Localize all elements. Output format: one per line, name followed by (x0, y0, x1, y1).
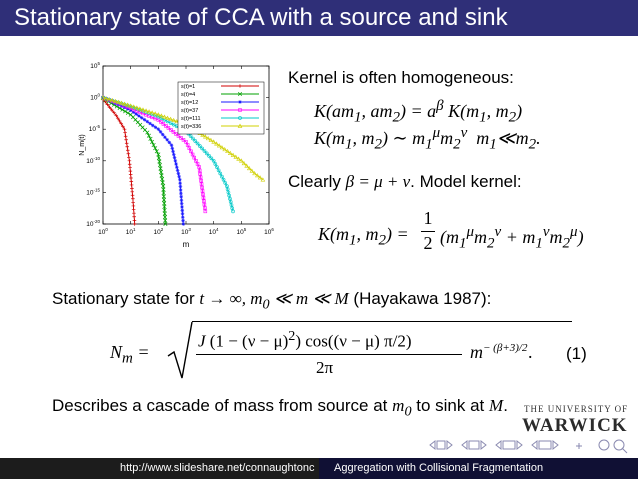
nav-section-icon[interactable] (496, 441, 522, 449)
y-tick-label: $10^0$ (90, 92, 100, 102)
logo-line1: THE UNIVERSITY OF (524, 404, 629, 414)
title-bar (0, 0, 638, 36)
describes-end: . (503, 396, 508, 415)
data-point (179, 195, 183, 199)
y-tick-label: $10^{-10}$ (86, 155, 100, 165)
nav-appendix-icon[interactable] (576, 443, 582, 449)
nav-frame-back-icon[interactable] (430, 441, 452, 449)
nav-subsection-back-icon[interactable] (462, 441, 486, 449)
footer-talk-title: Aggregation with Collisional Fragmentation (334, 462, 544, 474)
logo-line2: WARWICK (522, 415, 628, 436)
y-tick-label: $10^{-15}$ (86, 187, 100, 197)
x-tick-label: $10^1$ (125, 227, 136, 236)
slide-title: Stationary state of CCA with a source and sink (14, 4, 508, 31)
beta-relation: β = μ + ν (345, 172, 411, 191)
warwick-logo (520, 404, 632, 440)
data-point (171, 150, 175, 154)
nm-equation: $N_m$ = J $(1 - (\nu - \mu)^2)$ cos((ν − μ) π/2) 2π $m^{- (\beta+3)/2}$ . (110, 318, 550, 388)
stationary-condition: t → ∞, $m_0$ ≪ m ≪ M (199, 289, 349, 313)
kernel-heading: Kernel is often homogeneous: (288, 68, 514, 87)
kernel-asymptotic-equation: $K(m_1$, $m_2$) ∼ $m_1^\mu m_2^\nu$ $m_1≪m_2$. (314, 125, 541, 153)
y-tick-label: $10^{-5}$ (88, 124, 100, 134)
clearly-line (288, 172, 522, 192)
navigation-symbols[interactable] (426, 436, 632, 454)
data-point (170, 146, 174, 150)
x-tick-label: $10^2$ (153, 227, 164, 236)
data-point (137, 114, 141, 118)
data-point (159, 130, 163, 134)
equation-number: (1) (566, 344, 587, 363)
data-point (168, 141, 172, 145)
describes-mid: to sink at (416, 396, 485, 415)
legend-label: s(t)=12 (181, 100, 199, 106)
data-point (134, 112, 138, 116)
x-tick-label: $10^0$ (98, 227, 108, 236)
legend-label: s(t)=336 (181, 124, 202, 130)
y-tick-label: $10^5$ (90, 61, 100, 70)
clearly-label: Clearly (288, 172, 341, 191)
x-tick-label: $10^4$ (208, 227, 219, 236)
y-axis-label: N_m(t) (79, 134, 86, 156)
nav-search-icon[interactable] (599, 440, 627, 453)
data-point (179, 188, 183, 192)
kernel-homogeneity-equation: $K(am_1$, $am_2) = a^\beta$ $K(m_1$, $m_2$) (314, 98, 523, 126)
stationary-prefix: Stationary state for (52, 289, 195, 308)
nm-plot (76, 58, 276, 248)
x-tick-label: $10^3$ (181, 227, 191, 236)
x-axis-label: m (182, 240, 190, 248)
sqrt-sign (166, 320, 194, 382)
legend-label: s(t)=111 (181, 116, 201, 122)
data-point (179, 185, 183, 189)
describes-prefix: Describes a cascade of mass from source at (52, 396, 388, 415)
source-symbol: $m_0$ (392, 396, 412, 420)
nav-document-icon[interactable] (532, 441, 558, 449)
legend-label: s(t)=4 (181, 92, 196, 98)
stationary-reference: (Hayakawa 1987): (353, 289, 492, 308)
x-tick-label: $10^6$ (264, 227, 274, 236)
footer (0, 458, 638, 479)
data-point (180, 198, 184, 202)
footer-url[interactable]: http://www.slideshare.net/connaughtonc (120, 462, 315, 474)
x-tick-label: $10^5$ (236, 227, 247, 236)
legend-label: s(t)=1 (181, 84, 196, 90)
stationary-state-line (52, 289, 491, 313)
data-point (154, 126, 158, 130)
data-point (172, 153, 176, 157)
data-point (151, 124, 155, 128)
data-point (177, 175, 181, 179)
y-tick-label: $10^{-20}$ (86, 219, 100, 228)
data-point (179, 192, 183, 196)
sink-symbol: M (489, 396, 504, 415)
data-point (177, 172, 181, 176)
model-kernel-label: . Model kernel: (410, 172, 522, 191)
data-point (173, 156, 177, 160)
data-point (176, 169, 180, 173)
legend-label: s(t)=37 (181, 108, 199, 114)
data-point (148, 122, 152, 126)
describes-line (52, 396, 508, 420)
